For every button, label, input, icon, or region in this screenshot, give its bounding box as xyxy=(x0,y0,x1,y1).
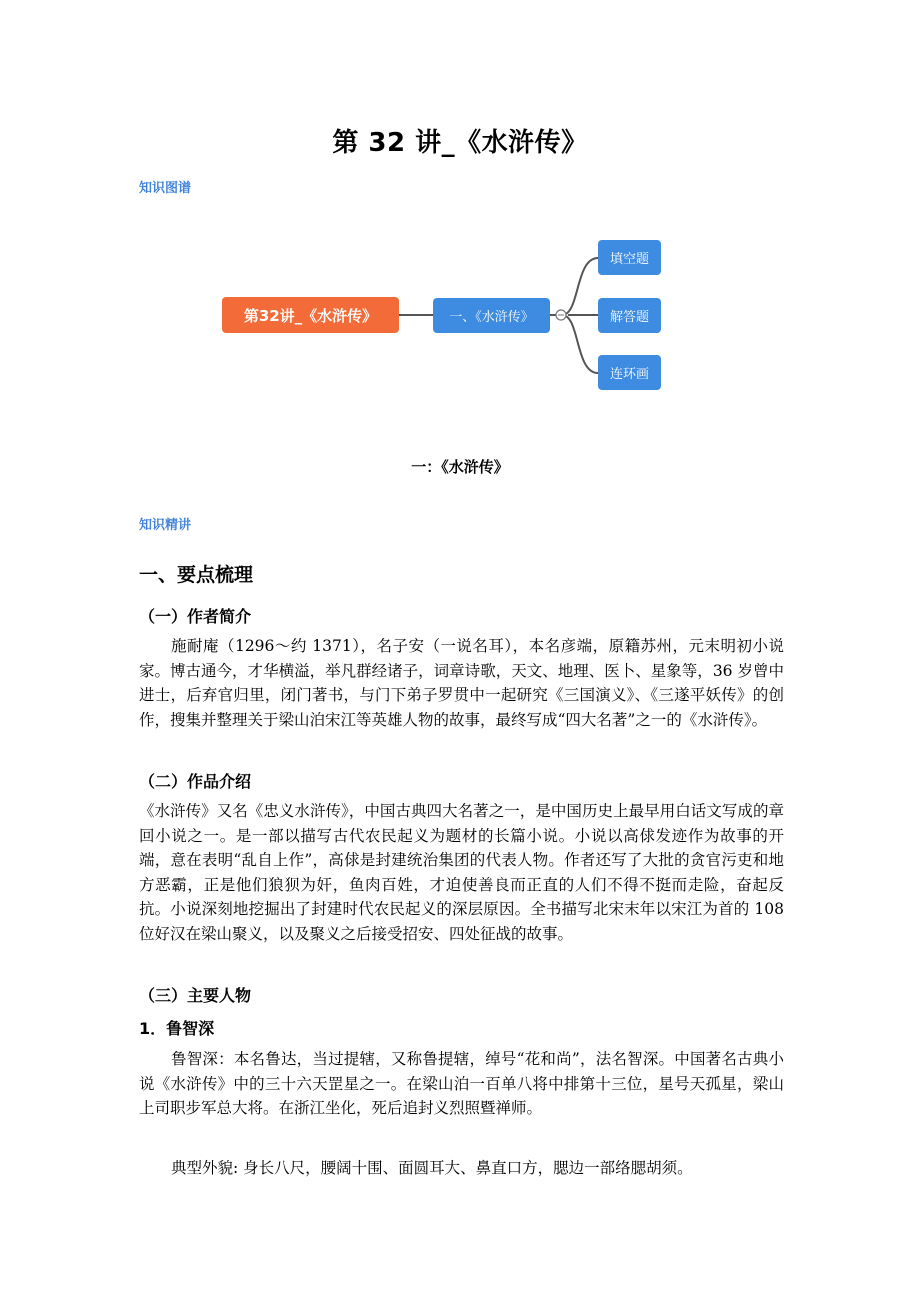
author-paragraph: 施耐庵（1296～约 1371），名子安（一说名耳），本名彦端，原籍苏州，元末明初小说家。博古通今，才华横溢，举凡群经诸子，词章诗歌，天文、地理、医卜、星象等，36 岁曾中进士，后弃官归里，闭门著书，与门下弟子罗贯中一起研究《三国演义》、《三遂平妖传》的创作，搜集并整理关于梁山泊宋江等英雄人物的故事，最终写成“四大名著”之一的《水浒传》。 xyxy=(139,637,784,729)
character-paragraph-1: 鲁智深：本名鲁达，当过提辖，又称鲁提辖，绰号“花和尚”，法名智深。中国著名古典小说《水浒传》中的三十六天罡星之一。在梁山泊一百单八将中排第十三位，星号天孤星，梁山上司职步军总大将。在浙江坐化，死后追封义烈照暨禅师。 xyxy=(139,1050,784,1118)
author-heading: （一）作者简介 xyxy=(139,607,252,626)
document-title: 第 32 讲_《水浒传》 xyxy=(332,128,588,158)
mindmap-leaf-comic[interactable]: 连环画 xyxy=(598,355,661,390)
mindmap-branch-node[interactable]: 一、《水浒传》 xyxy=(433,298,550,333)
mindmap-leaf-answer[interactable]: 解答题 xyxy=(598,298,661,333)
work-heading: （二）作品介绍 xyxy=(139,772,252,791)
work-paragraph: 《水浒传》又名《忠义水浒传》，中国古典四大名著之一，是中国历史上最早用白话文写成的章回小说之一。是一部以描写古代农民起义为题材的长篇小说。小说以高俅发迹作为故事的开端，意在表明“乱自上作”，高俅是封建统治集团的代表人物。作者还写了大批的贪官污吏和地方恶霸，正是他们狼狈为奸，鱼肉百姓，才迫使善良而正直的人们不得不挺而走险，奋起反抗。小说深刻地挖掘出了封建时代农民起义的深层原因。全书描写北宋末年以宋江为首的 108 位好汉在梁山聚义，以及聚义之后接受招安、四处征战的故事。 xyxy=(139,802,784,943)
character-subheading: 1．鲁智深 xyxy=(139,1019,215,1038)
lecture-label: 知识精讲 xyxy=(139,518,192,533)
character-paragraph-2: 典型外貌: 身长八尺，腰阔十围、面圆耳大、鼻直口方，腮边一部络腮胡须。 xyxy=(171,1159,693,1177)
section-heading: 一：《水浒传》 xyxy=(411,458,509,476)
mindmap-leaf-fill-blank[interactable]: 填空题 xyxy=(598,240,661,275)
mindmap-root-node[interactable]: 第32讲_《水浒传》 xyxy=(222,297,399,333)
main-heading: 一、要点梳理 xyxy=(139,564,254,586)
mindmap-connectors xyxy=(0,0,920,420)
mindmap-label: 知识图谱 xyxy=(139,181,192,196)
characters-heading: （三）主要人物 xyxy=(139,986,252,1005)
